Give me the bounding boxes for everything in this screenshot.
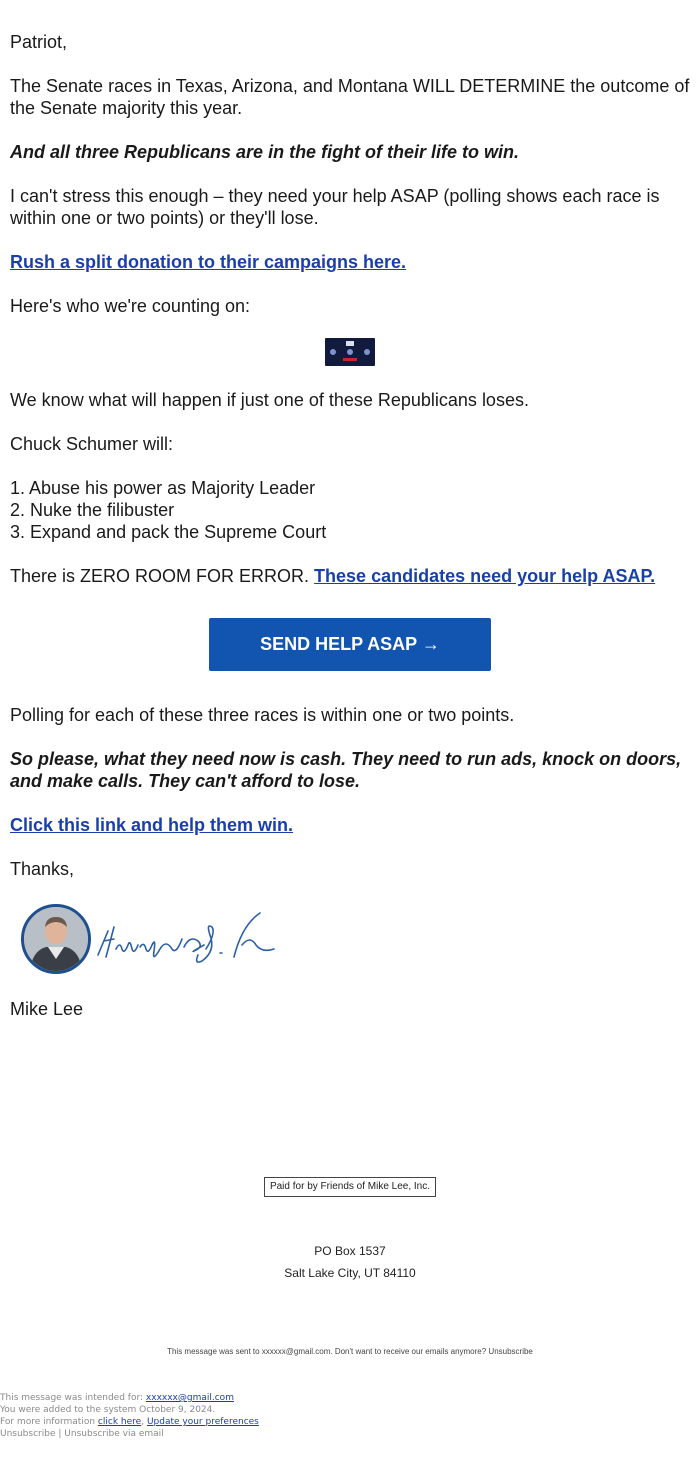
counting-on-text: Here's who we're counting on: (10, 296, 251, 316)
banner-logo (346, 341, 354, 346)
candidates-help-link[interactable]: These candidates need your help ASAP. (314, 566, 656, 586)
intended-line (0, 1392, 234, 1404)
candidate-portrait (330, 349, 336, 355)
polling-paragraph: Polling for each of these three races is within one or two points. (10, 705, 515, 725)
consequence-paragraph: We know what will happen if just one of these Republicans loses. (10, 390, 529, 410)
win-link-line (10, 814, 694, 836)
zero-room-text: There is ZERO ROOM FOR ERROR. (10, 566, 310, 586)
emphasis-paragraph: And all three Republicans are in the fight of their life to win. (10, 142, 520, 162)
send-help-button[interactable]: SEND HELP ASAP → (209, 618, 491, 671)
po-box: PO Box 1537 (314, 1244, 386, 1258)
unsubscribe-email-link[interactable]: Unsubscribe via email (64, 1429, 164, 1439)
unsubscribe-line: Unsubscribe | Unsubscribe via email (0, 1429, 164, 1439)
more-info-line: For more information click here, Update your preferences (0, 1417, 259, 1427)
portrait-photo (24, 907, 88, 971)
signer-name: Mike Lee (10, 999, 84, 1019)
paid-for-disclaimer: Paid for by Friends of Mike Lee, Inc. (264, 1177, 436, 1197)
city-address: Salt Lake City, UT 84110 (284, 1266, 416, 1280)
added-date-text: You were added to the system October 9, 2024. (0, 1405, 216, 1415)
sent-to-notice: This message was sent to xxxxxx@gmail.com. Don't want to receive our emails anymore? Unsubscribe (167, 1347, 533, 1356)
thanks-text: Thanks, (10, 859, 75, 879)
intro-paragraph: The Senate races in Texas, Arizona, and Montana WILL DETERMINE the outcome of the Senate majority this year. (10, 76, 690, 118)
avatar (21, 904, 91, 974)
banner-button-stripe (343, 358, 357, 361)
more-info-label: For more information (0, 1417, 96, 1427)
donation-link-line (10, 251, 694, 273)
intended-label: This message was intended for: (0, 1393, 144, 1403)
schumer-text: Chuck Schumer will: (10, 434, 174, 454)
list-item: 3. Expand and pack the Supreme Court (10, 522, 327, 542)
urgency-paragraph: I can't stress this enough – they need your help ASAP (polling shows each race is within one or two points) or they'll lose. (10, 186, 660, 228)
signature-image (94, 905, 279, 975)
split-donation-link[interactable]: Rush a split donation to their campaigns here. (10, 252, 407, 272)
unsubscribe-link[interactable]: Unsubscribe (0, 1429, 56, 1439)
greeting: Patriot, (10, 32, 68, 52)
zero-room-line (10, 565, 694, 587)
cash-paragraph: So please, what they need now is cash. They need to run ads, knock on doors, and make calls. They can't afford to lose. (10, 749, 682, 791)
candidate-portrait (364, 349, 370, 355)
candidates-banner-image[interactable] (325, 338, 375, 366)
help-them-win-link[interactable]: Click this link and help them win. (10, 815, 294, 835)
update-preferences-link[interactable]: Update your preferences (146, 1417, 259, 1427)
list-item: 1. Abuse his power as Majority Leader (10, 478, 316, 498)
list-item: 2. Nuke the filibuster (10, 500, 175, 520)
intended-email-link[interactable]: xxxxxx@gmail.com (145, 1393, 234, 1403)
candidate-portrait (347, 349, 353, 355)
click-here-link[interactable]: click here (97, 1417, 142, 1427)
